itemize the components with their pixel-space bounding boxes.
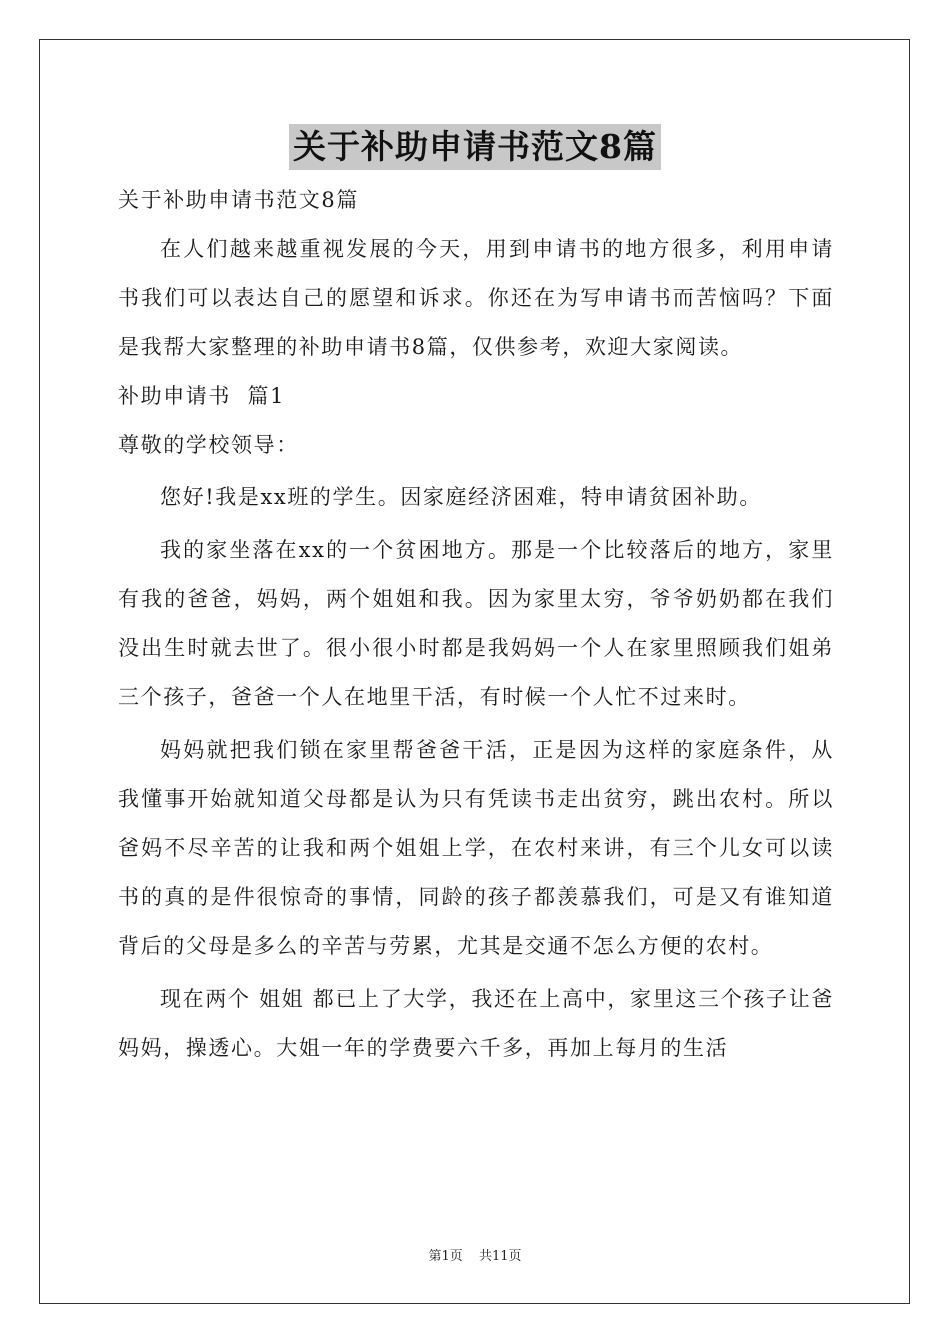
salutation: 尊敬的学校领导：	[118, 433, 299, 457]
paragraph: 我的家坐落在xx的一个贫困地方。那是一个比较落后的地方，家里有我的爸爸，妈妈，两个姐姐和我。因为家里太穷，爷爷奶奶都在我们没出生时就去世了。很小很小时都是我妈妈一个人在家里照顾我们姐弟三个孩子，爸爸一个人在地里干活，有时候一个人忙不过来时。	[118, 538, 834, 709]
paragraph: 在人们越来越重视发展的今天，用到申请书的地方很多，利用申请书我们可以表达自己的愿望和诉求。你还在为写申请书而苦恼吗？下面是我帮大家整理的补助申请书8篇，仅供参考，欢迎大家阅读。	[118, 237, 834, 359]
paragraph: 现在两个 姐姐 都已上了大学，我还在上高中，家里这三个孩子让爸妈妈，操透心。大姐一年的学费要六千多，再加上每月的生活	[118, 987, 834, 1060]
paragraph: 妈妈就把我们锁在家里帮爸爸干活，正是因为这样的家庭条件，从我懂事开始就知道父母都是认为只有凭读书走出贫穷，跳出农村。所以爸妈不尽辛苦的让我和两个姐姐上学，在农村来讲，有三个儿女可以读书的真的是件很惊奇的事情，同龄的孩子都羡慕我们，可是又有谁知道背后的父母是多么的辛苦与劳累，尤其是交通不怎么方便的农村。	[118, 738, 834, 958]
page-footer	[0, 1245, 950, 1264]
page-total: 共11页	[478, 1249, 522, 1264]
document-body	[118, 176, 834, 1073]
title-wrap	[0, 124, 950, 170]
paragraph: 关于补助申请书范文8篇	[118, 188, 359, 212]
paragraph: 您好!我是xx班的学生。因家庭经济困难，特申请贫困补助。	[160, 485, 762, 509]
document-title: 关于补助申请书范文8篇	[289, 124, 661, 170]
page-number: 第1页	[428, 1249, 463, 1264]
section-heading: 补助申请书 篇1	[118, 384, 286, 408]
